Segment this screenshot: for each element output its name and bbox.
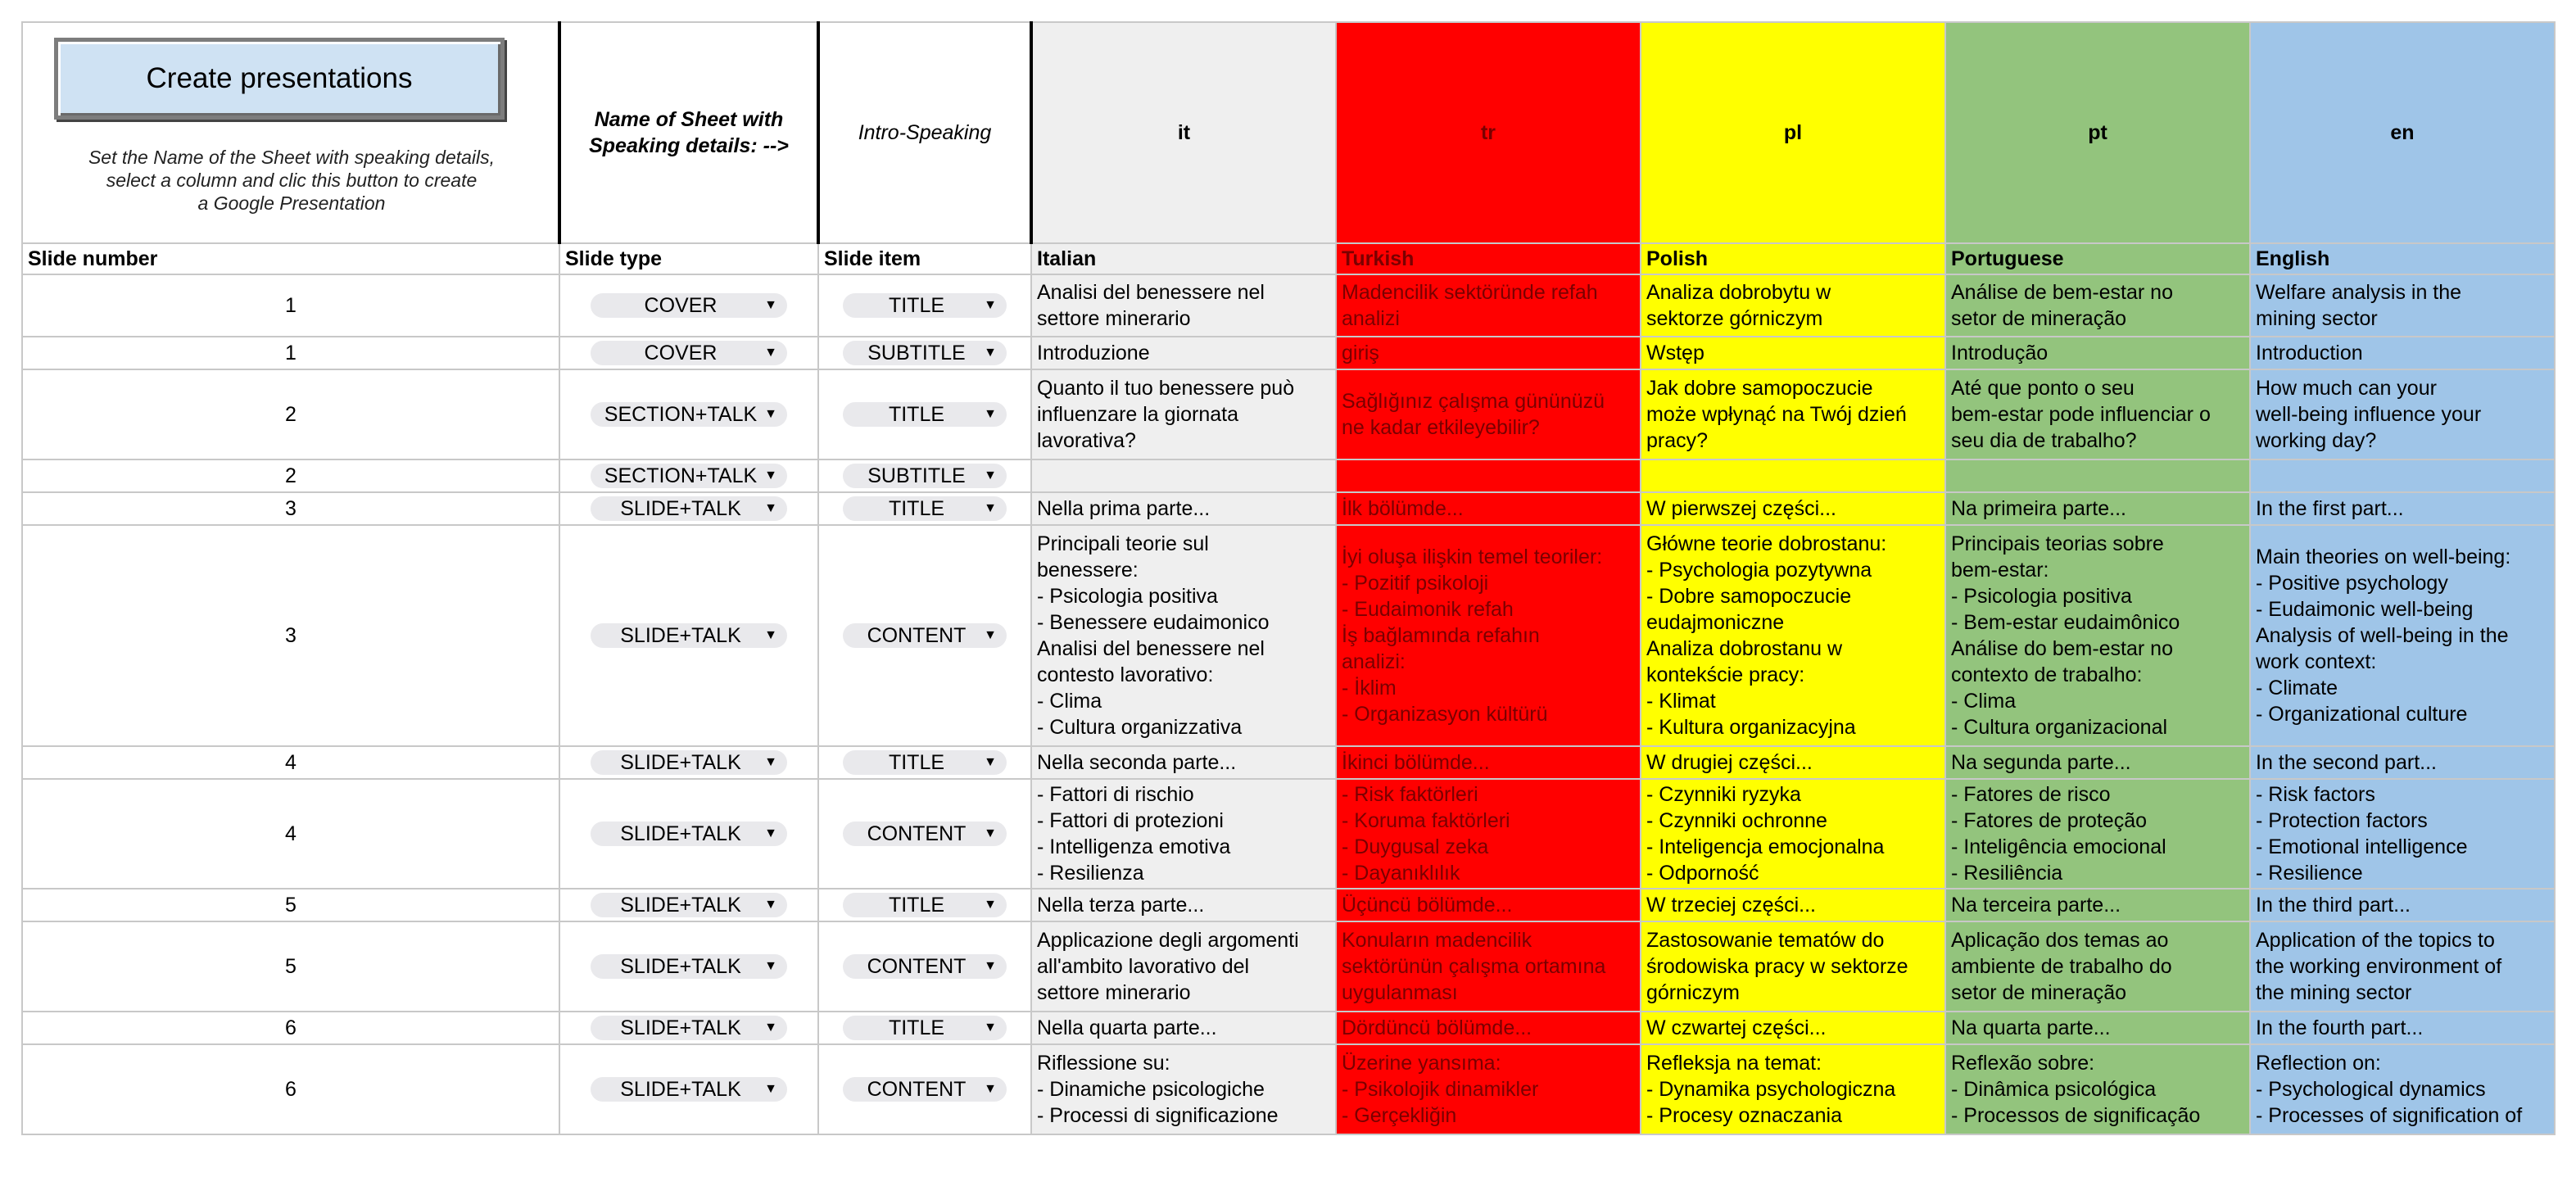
slide-number-cell[interactable]: 2 (22, 459, 559, 492)
slide-item-value: TITLE (888, 1016, 945, 1039)
translation-cell-en[interactable] (2250, 459, 2555, 492)
slide-type-dropdown[interactable] (591, 293, 787, 318)
slide-type-dropdown[interactable] (591, 623, 787, 648)
translation-cell-en[interactable]: Main theories on well-being: - Positive psychology - Eudaimonic well-being Analysis of well-being in the work context: - Climate - Organizational culture (2250, 525, 2555, 746)
slide-item-cell (818, 1012, 1031, 1044)
slide-type-dropdown[interactable] (591, 822, 787, 846)
triangle-down-icon: ▼ (984, 469, 997, 482)
slide-type-dropdown[interactable] (591, 750, 787, 775)
translation-cell-pt[interactable]: Até que ponto o seu bem-estar pode influenciar o seu dia de trabalho? (1945, 369, 2250, 459)
translation-cell-pl[interactable]: W czwartej części... (1641, 1012, 1945, 1044)
translation-cell-tr[interactable]: İlk bölümde... (1336, 492, 1641, 525)
slide-type-value: SLIDE+TALK (620, 624, 741, 647)
slide-number-cell[interactable]: 3 (22, 525, 559, 746)
slide-item-value: TITLE (888, 294, 945, 317)
slide-type-dropdown[interactable] (591, 1016, 787, 1040)
translation-cell-it[interactable]: Analisi del benessere nel settore minerario (1031, 274, 1336, 337)
table-row (22, 779, 2555, 889)
translation-cell-tr[interactable]: Konuların madencilik sektörünün çalışma ortamına uygulanması (1336, 921, 1641, 1012)
table-row (22, 337, 2555, 369)
slide-type-cell (559, 779, 818, 889)
slide-number-cell[interactable]: 6 (22, 1012, 559, 1044)
translation-cell-en[interactable]: In the first part... (2250, 492, 2555, 525)
translation-cell-it[interactable]: Nella prima parte... (1031, 492, 1336, 525)
translation-cell-tr[interactable]: Sağlığınız çalışma gününüzü ne kadar etkileyebilir? (1336, 369, 1641, 459)
translation-cell-pl[interactable]: Zastosowanie tematów do środowiska pracy w sektorze górniczym (1641, 921, 1945, 1012)
slide-item-dropdown[interactable] (843, 402, 1007, 427)
slide-item-value: TITLE (888, 751, 945, 774)
translation-cell-pt[interactable]: Na segunda parte... (1945, 746, 2250, 779)
sheet-name-hint[interactable]: Name of Sheet with Speaking details: --> (559, 22, 818, 243)
slide-item-cell (818, 1044, 1031, 1134)
slide-item-cell (818, 337, 1031, 369)
translation-cell-it[interactable]: Quanto il tuo benessere può influenzare la giornata lavorativa? (1031, 369, 1336, 459)
slide-item-dropdown[interactable] (843, 893, 1007, 917)
slide-type-dropdown[interactable] (591, 464, 787, 488)
slide-type-cell (559, 1012, 818, 1044)
slide-item-dropdown[interactable] (843, 822, 1007, 846)
table-row (22, 369, 2555, 459)
slide-number-cell[interactable]: 2 (22, 369, 559, 459)
slide-type-value: SLIDE+TALK (620, 822, 741, 845)
slide-type-value: COVER (644, 342, 718, 364)
translation-cell-en[interactable]: In the second part... (2250, 746, 2555, 779)
slide-number-cell[interactable]: 4 (22, 779, 559, 889)
triangle-down-icon: ▼ (764, 959, 777, 973)
table-row (22, 459, 2555, 492)
slide-type-cell (559, 889, 818, 921)
slide-number-cell[interactable]: 1 (22, 337, 559, 369)
sheet-name-cell[interactable]: Intro-Speaking (818, 22, 1031, 243)
translation-cell-en[interactable]: In the fourth part... (2250, 1012, 2555, 1044)
slide-item-cell (818, 921, 1031, 1012)
translation-cell-tr[interactable] (1336, 459, 1641, 492)
slide-item-value: CONTENT (867, 822, 967, 845)
header-italian[interactable]: Italian (1031, 243, 1336, 274)
slide-item-dropdown[interactable] (843, 750, 1007, 775)
translation-cell-pl[interactable]: Główne teorie dobrostanu: - Psychologia pozytywna - Dobre samopoczucie eudajmoniczne Analiza dobrostanu w kontekście pracy: - Klimat - Kultura organizacyjna (1641, 525, 1945, 746)
spreadsheet-grid (21, 21, 2556, 1135)
triangle-down-icon: ▼ (984, 501, 997, 515)
translation-cell-pt[interactable]: Na quarta parte... (1945, 1012, 2250, 1044)
table-row (22, 492, 2555, 525)
triangle-down-icon: ▼ (764, 898, 777, 912)
slide-type-dropdown[interactable] (591, 893, 787, 917)
slide-item-dropdown[interactable] (843, 341, 1007, 365)
translation-cell-it[interactable]: Applicazione degli argomenti all'ambito lavorativo del settore minerario (1031, 921, 1336, 1012)
lang-code-tr[interactable]: tr (1336, 22, 1641, 243)
triangle-down-icon: ▼ (984, 407, 997, 421)
slide-type-cell (559, 1044, 818, 1134)
translation-cell-pl[interactable]: - Czynniki ryzyka - Czynniki ochronne - Inteligencja emocjonalna - Odporność (1641, 779, 1945, 889)
triangle-down-icon: ▼ (764, 469, 777, 482)
lang-code-pt[interactable]: pt (1945, 22, 2250, 243)
slide-item-cell (818, 889, 1031, 921)
translation-cell-en[interactable]: Application of the topics to the working environment of the mining sector (2250, 921, 2555, 1012)
triangle-down-icon: ▼ (984, 1021, 997, 1034)
slide-item-value: SUBTITLE (867, 342, 966, 364)
triangle-down-icon: ▼ (984, 346, 997, 360)
translation-cell-tr[interactable]: Dördüncü bölümde... (1336, 1012, 1641, 1044)
lang-code-pl[interactable]: pl (1641, 22, 1945, 243)
translation-cell-it[interactable] (1031, 459, 1336, 492)
translation-cell-tr[interactable]: giriş (1336, 337, 1641, 369)
slide-item-cell (818, 746, 1031, 779)
slide-item-cell (818, 459, 1031, 492)
table-row (22, 921, 2555, 1012)
header-slide-number[interactable]: Slide number (22, 243, 559, 274)
translation-cell-pt[interactable]: Principais teorias sobre bem-estar: - Psicologia positiva - Bem-estar eudaimônico Análise do bem-estar no contexto de trabalho: - Clima - Cultura organizacional (1945, 525, 2250, 746)
slide-type-dropdown[interactable] (591, 954, 787, 979)
triangle-down-icon: ▼ (984, 898, 997, 912)
translation-cell-it[interactable]: Nella seconda parte... (1031, 746, 1336, 779)
lang-code-en[interactable]: en (2250, 22, 2555, 243)
triangle-down-icon: ▼ (764, 755, 777, 769)
translation-cell-it[interactable]: Nella quarta parte... (1031, 1012, 1336, 1044)
triangle-down-icon: ▼ (764, 407, 777, 421)
triangle-down-icon: ▼ (984, 1082, 997, 1096)
translation-cell-pt[interactable]: Reflexão sobre: - Dinâmica psicológica - Processos de significação (1945, 1044, 2250, 1134)
slide-type-dropdown[interactable] (591, 1077, 787, 1102)
slide-item-dropdown[interactable] (843, 1077, 1007, 1102)
slide-type-cell (559, 369, 818, 459)
translation-cell-pt[interactable]: Aplicação dos temas ao ambiente de trabalho do setor de mineração (1945, 921, 2250, 1012)
slide-type-cell (559, 274, 818, 337)
table-row (22, 525, 2555, 746)
header-turkish[interactable]: Turkish (1336, 243, 1641, 274)
slide-item-cell (818, 525, 1031, 746)
translation-cell-pl[interactable]: Wstęp (1641, 337, 1945, 369)
translation-cell-pt[interactable]: Na primeira parte... (1945, 492, 2250, 525)
header-polish[interactable]: Polish (1641, 243, 1945, 274)
header-slide-item[interactable]: Slide item (818, 243, 1031, 274)
translation-cell-en[interactable]: - Risk factors - Protection factors - Emotional intelligence - Resilience (2250, 779, 2555, 889)
table-row (22, 889, 2555, 921)
slide-number-cell[interactable]: 1 (22, 274, 559, 337)
slide-item-value: CONTENT (867, 1078, 967, 1101)
triangle-down-icon: ▼ (984, 755, 997, 769)
create-help-text: Set the Name of the Sheet with speaking details, select a column and clic this button to create a Google Presentation (88, 147, 496, 214)
slide-number-cell[interactable]: 4 (22, 746, 559, 779)
triangle-down-icon: ▼ (984, 298, 997, 312)
triangle-down-icon: ▼ (984, 628, 997, 642)
header-row (22, 243, 2555, 274)
slide-type-value: COVER (644, 294, 718, 317)
table-row (22, 746, 2555, 779)
slide-item-cell (818, 274, 1031, 337)
control-cell (22, 22, 559, 243)
translation-cell-it[interactable]: Introduzione (1031, 337, 1336, 369)
translation-cell-pl[interactable] (1641, 459, 1945, 492)
triangle-down-icon: ▼ (764, 298, 777, 312)
translation-cell-en[interactable]: Reflection on: - Psychological dynamics - Processes of signification of (2250, 1044, 2555, 1134)
slide-item-dropdown[interactable] (843, 293, 1007, 318)
slide-item-value: SUBTITLE (867, 464, 966, 487)
create-presentations-button[interactable]: Create presentations (54, 38, 505, 120)
header-portuguese[interactable]: Portuguese (1945, 243, 2250, 274)
slide-type-cell (559, 492, 818, 525)
triangle-down-icon: ▼ (764, 1082, 777, 1096)
slide-item-dropdown[interactable] (843, 1016, 1007, 1040)
slide-type-value: SLIDE+TALK (620, 1016, 741, 1039)
table-row (22, 1044, 2555, 1134)
slide-item-cell (818, 779, 1031, 889)
translation-cell-tr[interactable]: Üzerine yansıma: - Psikolojik dinamikler - Gerçekliğin (1336, 1044, 1641, 1134)
translation-cell-tr[interactable]: İyi oluşa ilişkin temel teoriler: - Pozitif psikoloji - Eudaimonik refah İş bağlamında refahın analizi: - İklim - Organizasyon kültürü (1336, 525, 1641, 746)
slide-item-cell (818, 369, 1031, 459)
triangle-down-icon: ▼ (984, 959, 997, 973)
slide-type-cell (559, 746, 818, 779)
triangle-down-icon: ▼ (764, 1021, 777, 1034)
slide-type-value: SECTION+TALK (604, 403, 758, 426)
triangle-down-icon: ▼ (764, 628, 777, 642)
translation-cell-pt[interactable]: Na terceira parte... (1945, 889, 2250, 921)
translation-cell-pl[interactable]: Refleksja na temat: - Dynamika psychologiczna - Procesy oznaczania (1641, 1044, 1945, 1134)
slide-number-cell[interactable]: 3 (22, 492, 559, 525)
slide-item-value: CONTENT (867, 955, 967, 978)
slide-item-dropdown[interactable] (843, 464, 1007, 488)
slide-number-cell[interactable]: 5 (22, 921, 559, 1012)
translation-cell-pl[interactable]: W trzeciej części... (1641, 889, 1945, 921)
triangle-down-icon: ▼ (984, 826, 997, 840)
translation-cell-tr[interactable]: İkinci bölümde... (1336, 746, 1641, 779)
slide-item-value: CONTENT (867, 624, 967, 647)
translation-cell-pt[interactable]: - Fatores de risco - Fatores de proteção - Inteligência emocional - Resiliência (1945, 779, 2250, 889)
translation-cell-en[interactable]: How much can your well-being influence your working day? (2250, 369, 2555, 459)
triangle-down-icon: ▼ (764, 826, 777, 840)
slide-type-dropdown[interactable] (591, 341, 787, 365)
lang-code-it[interactable]: it (1031, 22, 1336, 243)
header-english[interactable]: English (2250, 243, 2555, 274)
slide-number-cell[interactable]: 6 (22, 1044, 559, 1134)
translation-cell-it[interactable]: Riflessione su: - Dinamiche psicologiche - Processi di significazione (1031, 1044, 1336, 1134)
slide-type-value: SLIDE+TALK (620, 894, 741, 917)
header-slide-type[interactable]: Slide type (559, 243, 818, 274)
translation-cell-pl[interactable]: W pierwszej części... (1641, 492, 1945, 525)
translation-cell-pl[interactable]: W drugiej części... (1641, 746, 1945, 779)
translation-cell-en[interactable]: Welfare analysis in the mining sector (2250, 274, 2555, 337)
slide-item-cell (818, 492, 1031, 525)
triangle-down-icon: ▼ (764, 346, 777, 360)
translation-cell-it[interactable]: Nella terza parte... (1031, 889, 1336, 921)
slide-type-dropdown[interactable] (591, 496, 787, 521)
slide-type-cell (559, 337, 818, 369)
slide-type-value: SLIDE+TALK (620, 751, 741, 774)
translation-cell-it[interactable]: - Fattori di rischio - Fattori di protezioni - Intelligenza emotiva - Resilienza (1031, 779, 1336, 889)
slide-type-value: SLIDE+TALK (620, 497, 741, 520)
translation-cell-pt[interactable]: Introdução (1945, 337, 2250, 369)
triangle-down-icon: ▼ (764, 501, 777, 515)
slide-item-dropdown[interactable] (843, 623, 1007, 648)
translation-cell-tr[interactable]: - Risk faktörleri - Koruma faktörleri - Duygusal zeka - Dayanıklılık (1336, 779, 1641, 889)
slide-type-value: SLIDE+TALK (620, 955, 741, 978)
translation-cell-tr[interactable]: Madencilik sektöründe refah analizi (1336, 274, 1641, 337)
slide-item-value: TITLE (888, 497, 945, 520)
control-row (22, 22, 2555, 243)
translation-cell-pl[interactable]: Jak dobre samopoczucie może wpłynąć na Twój dzień pracy? (1641, 369, 1945, 459)
slide-type-dropdown[interactable] (591, 402, 787, 427)
translation-cell-en[interactable]: In the third part... (2250, 889, 2555, 921)
slide-item-dropdown[interactable] (843, 954, 1007, 979)
slide-item-value: TITLE (888, 403, 945, 426)
slide-number-cell[interactable]: 5 (22, 889, 559, 921)
translation-cell-pl[interactable]: Analiza dobrobytu w sektorze górniczym (1641, 274, 1945, 337)
translation-cell-en[interactable]: Introduction (2250, 337, 2555, 369)
slide-type-cell (559, 525, 818, 746)
slide-item-dropdown[interactable] (843, 496, 1007, 521)
table-row (22, 274, 2555, 337)
slide-item-value: TITLE (888, 894, 945, 917)
slide-type-value: SECTION+TALK (604, 464, 758, 487)
translation-cell-it[interactable]: Principali teorie sul benessere: - Psicologia positiva - Benessere eudaimonico Analisi del benessere nel contesto lavorativo: - Clima - Cultura organizzativa (1031, 525, 1336, 746)
slide-type-value: SLIDE+TALK (620, 1078, 741, 1101)
translation-cell-tr[interactable]: Üçüncü bölümde... (1336, 889, 1641, 921)
table-row (22, 1012, 2555, 1044)
translation-cell-pt[interactable] (1945, 459, 2250, 492)
translation-cell-pt[interactable]: Análise de bem-estar no setor de mineração (1945, 274, 2250, 337)
slide-type-cell (559, 921, 818, 1012)
slide-type-cell (559, 459, 818, 492)
